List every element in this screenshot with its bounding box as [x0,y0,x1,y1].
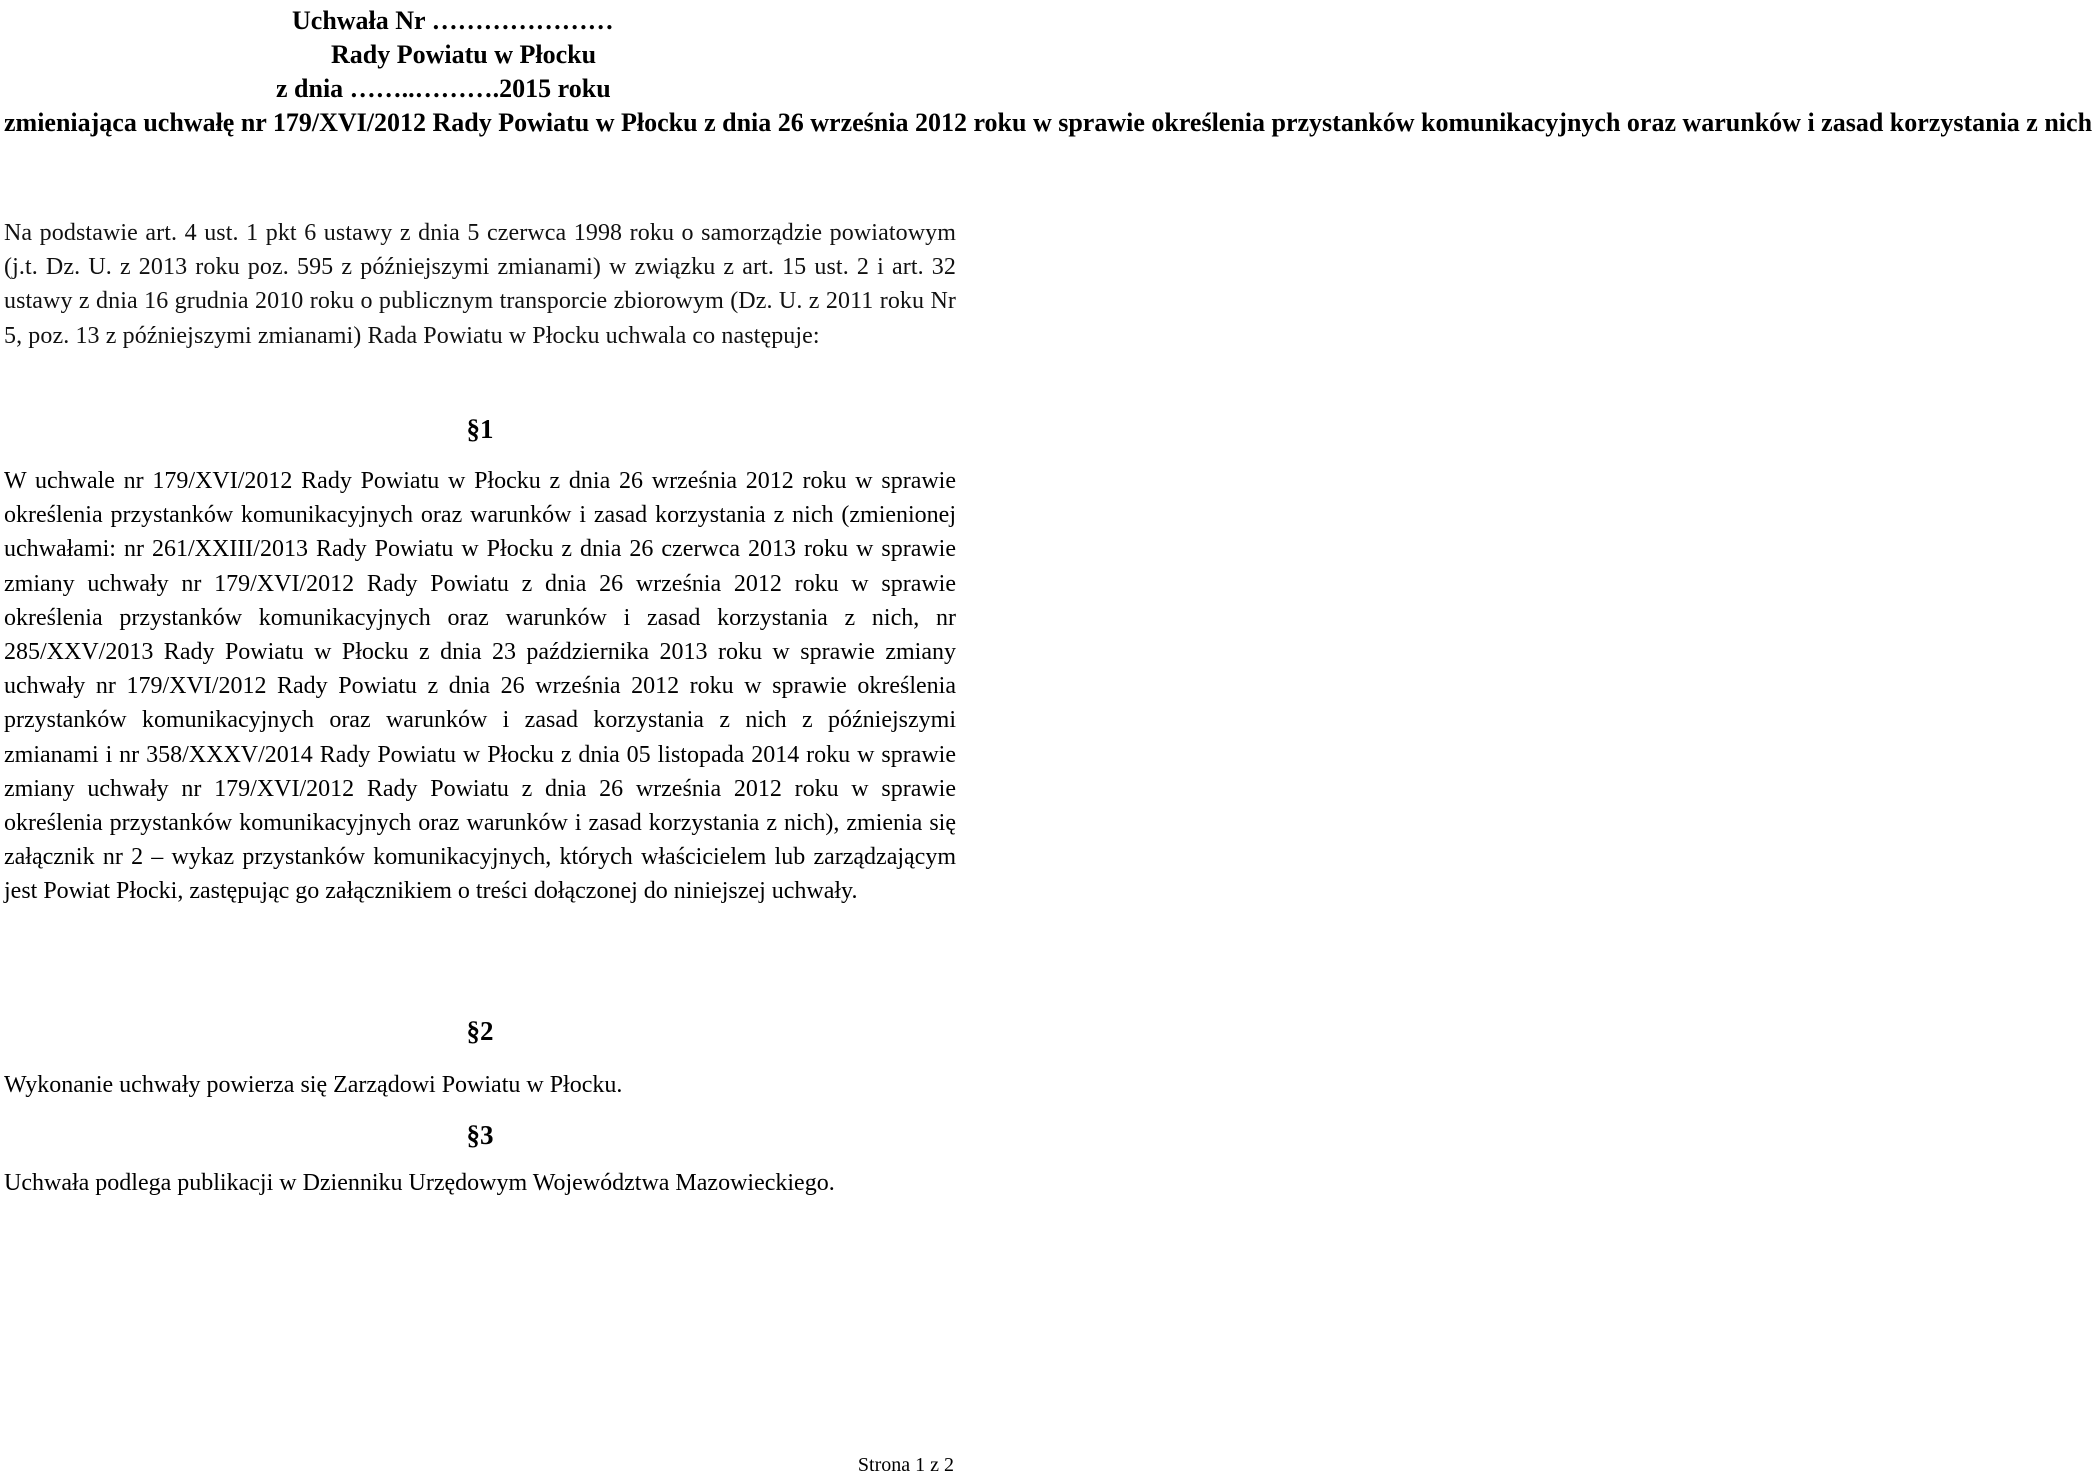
page-number: Strona 1 z 2 [857,1454,954,1476]
section-2-text: Wykonanie uchwały powierza się Zarządowi Powiatu w Płocku. [4,1072,623,1098]
section-3-heading: §3 [466,1120,494,1150]
resolution-title: zmieniająca uchwałę nr 179/XVI/2012 Rady Powiatu w Płocku z dnia 26 września 2012 roku w sprawie określenia przystanków komunikacyjnych oraz warunków i zasad korzystania z nich [4,108,2092,137]
issuing-body: Rady Powiatu w Płocku [331,40,597,69]
section-2-heading: §2 [466,1016,494,1046]
resolution-header [4,4,2092,140]
resolution-date: z dnia ……..……….2015 roku [276,74,611,103]
section-1-text: W uchwale nr 179/XVI/2012 Rady Powiatu w Płocku z dnia 26 września 2012 roku w sprawie określenia przystanków komunikacyjnych oraz warunków i zasad korzystania z nich (zmienionej uchwałami: nr 261/XXIII/2013 Rady Powiatu w Płocku z dnia 26 czerwca 2013 roku w sprawie zmiany uchwały nr 179/XVI/2012 Rady Powiatu z dnia 26 września 2012 roku w sprawie określenia przystanków komunikacyjnych oraz warunków i zasad korzystania z nich, nr 285/XXV/2013 Rady Powiatu w Płocku z dnia 23 października 2013 roku w sprawie zmiany uchwały nr 179/XVI/2012 Rady Powiatu z dnia 26 września 2012 roku w sprawie określenia przystanków komunikacyjnych oraz warunków i zasad korzystania z nich z późniejszymi zmianami i nr 358/XXXV/2014 Rady Powiatu w Płocku z dnia 05 listopada 2014 roku w sprawie zmiany uchwały nr 179/XVI/2012 Rady Powiatu z dnia 26 września 2012 roku w sprawie określenia przystanków komunikacyjnych oraz warunków i zasad korzystania z nich), zmienia się załącznik nr 2 – wykaz przystanków komunikacyjnych, których właścicielem lub zarządzającym jest Powiat Płocki, zastępując go załącznikiem o treści dołączonej do niniejszej uchwały. [4,468,956,905]
section-3-text: Uchwała podlega publikacji w Dzienniku Urzędowym Województwa Mazowieckiego. [4,1170,835,1196]
section-1-heading: §1 [466,414,494,444]
resolution-number: Uchwała Nr ………………… [292,6,614,35]
legal-basis-paragraph: Na podstawie art. 4 ust. 1 pkt 6 ustawy z dnia 5 czerwca 1998 roku o samorządzie powiatowym (j.t. Dz. U. z 2013 roku poz. 595 z późniejszymi zmianami) w związku z art. 15 ust. 2 i art. 32 ustawy z dnia 16 grudnia 2010 roku o publicznym transporcie zbiorowym (Dz. U. z 2011 roku Nr 5, poz. 13 z późniejszymi zmianami) Rada Powiatu w Płocku uchwala co następuje: [4,220,956,349]
